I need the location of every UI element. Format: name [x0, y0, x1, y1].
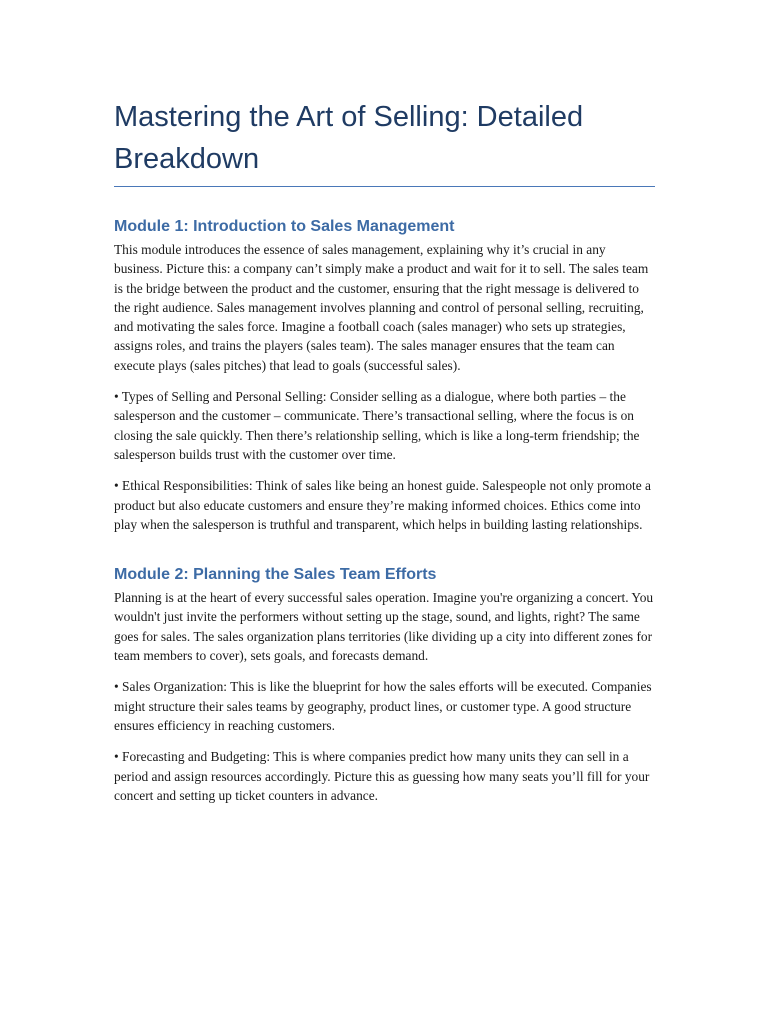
module-2-forecasting-budgeting-bullet: • Forecasting and Budgeting: This is where companies predict how many units they can sell in a period and assign resources accordingly. Picture this as guessing how many seats you’ll fill for your concert and setting up ticket counters in advance. [114, 749, 650, 803]
document-title: Mastering the Art of Selling: Detailed Breakdown [114, 96, 655, 187]
module-1-heading: Module 1: Introduction to Sales Management [114, 218, 455, 235]
module-2-heading: Module 2: Planning the Sales Team Efforts [114, 566, 437, 584]
module-2-section [114, 564, 655, 805]
module-1-intro-paragraph: This module introduces the essence of sales management, explaining why it’s crucial in any business. Picture this: a company can’t simply make a product and wait for it to sell. The sales team is the bridge between the product and the customer, ensuring that the right message is delivered to the right audience. Sales management involves planning and control of personal selling, recruiting, and motivating the sales force. Imagine a football coach (sales manager) who sets up strategies, assigns roles, and trains the players (sales team). The sales manager ensures that the team can execute plays (sales pitches) that lead to goals (successful sales). [114, 242, 649, 373]
module-2-intro-paragraph: Planning is at the heart of every successful sales operation. Imagine you're organizing a concert. You wouldn't just invite the performers without setting up the stage, sound, and lights, right? The same goes for sales. The sales organization plans territories (like dividing up a city into different zones for team members to cover), sets goals, and forecasts demand. [114, 590, 654, 664]
document-content [114, 96, 655, 817]
module-1-section [114, 216, 655, 534]
module-2-sales-organization-bullet: • Sales Organization: This is like the blueprint for how the sales efforts will be executed. Companies might structure their sales teams by geography, product lines, or customer type. A good structure ensures efficiency in reaching customers. [114, 679, 652, 733]
module-1-ethical-responsibilities-bullet: • Ethical Responsibilities: Think of sales like being an honest guide. Salespeople not only promote a product but also educate customers and ensure they’re making informed choices. Ethics come into play when the salesperson is truthful and transparent, which helps in building lasting relationships. [114, 478, 651, 532]
module-1-types-of-selling-bullet: • Types of Selling and Personal Selling: Consider selling as a dialogue, where both parties – the salesperson and the customer – communicate. There’s transactional selling, where the focus is on closing the sale quickly. Then there’s relationship selling, which is like a long-term friendship; the salesperson builds trust with the customer over time. [114, 389, 640, 462]
